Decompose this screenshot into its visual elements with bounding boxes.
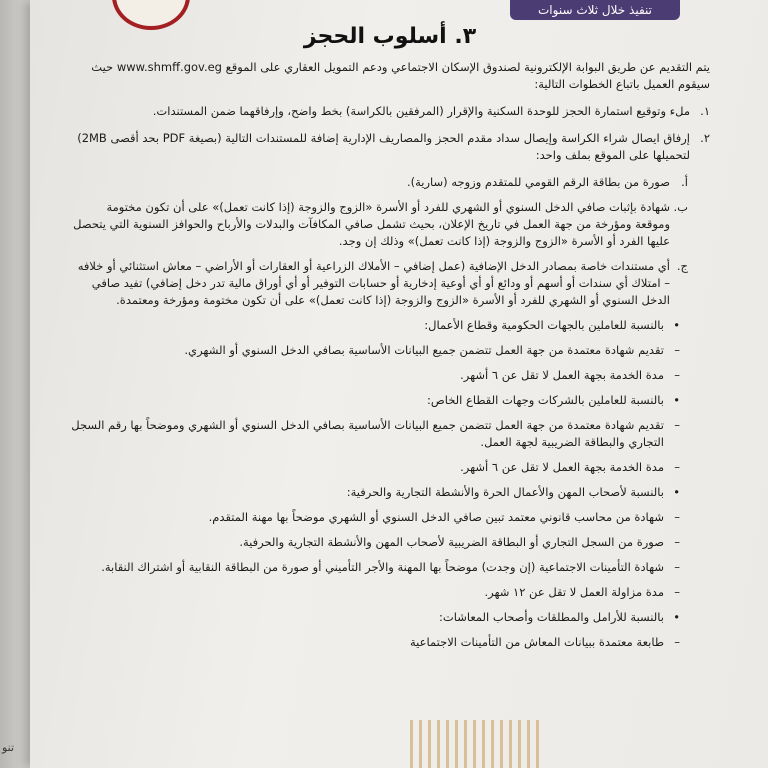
detail-text: مدة مزاولة العمل لا تقل عن ١٢ شهر.: [484, 585, 664, 599]
detail-item: [70, 509, 680, 526]
detail-text: مدة الخدمة بجهة العمل لا تقل عن ٦ أشهر.: [460, 368, 664, 382]
detail-text: شهادة من محاسب قانوني معتمد تبين صافي الدخل السنوي أو الشهري موضحاً بها مهنة المتقدم.: [208, 510, 664, 524]
dash-mark: –: [674, 510, 680, 524]
section-title: ٣. أسلوب الحجز: [303, 24, 477, 49]
header-banner: تنفيذ خلال ثلاث سنوات: [510, 0, 680, 20]
detail-item: [70, 342, 680, 359]
bullet-mark: •: [673, 485, 680, 499]
requirement-text: صورة من بطاقة الرقم القومي للمتقدم وزوجه (سارية).: [406, 175, 670, 189]
step-item: [70, 130, 710, 164]
detail-item: [70, 417, 680, 451]
document-body: [70, 24, 710, 659]
step-item: [70, 103, 710, 120]
category-text: بالنسبة للعاملين بالشركات وجهات القطاع الخاص:: [426, 393, 664, 407]
step-text: إرفاق ايصال شراء الكراسة وإيصال سداد مقدم الحجز والمصاريف الإدارية إضافة للمستندات التالية (بصيغة PDF بحد أقصى 2MB) لتحميلها على الموقع بملف واحد:: [77, 131, 690, 162]
dash-mark: –: [674, 418, 680, 432]
bullet-mark: •: [673, 610, 680, 624]
document-requirement: [70, 258, 688, 309]
document-requirement: [70, 174, 688, 191]
detail-item: [70, 459, 680, 476]
detail-item: [70, 534, 680, 551]
document-page: [30, 0, 768, 768]
detail-text: صورة من السجل التجاري أو البطاقة الضريبية لأصحاب المهن والأنشطة التجارية والحرفية.: [239, 535, 664, 549]
category-text: بالنسبة لأصحاب المهن والأعمال الحرة والأنشطة التجارية والحرفية:: [346, 485, 664, 499]
intro-text: يتم التقديم عن طريق البوابة الإلكترونية لصندوق الإسكان الاجتماعي ودعم التمويل العقاري على الموقع: [225, 60, 710, 74]
detail-item: [70, 367, 680, 384]
requirement-letter: ج.: [676, 259, 688, 273]
detail-item: [70, 584, 680, 601]
dash-mark: –: [674, 635, 680, 649]
bullet-mark: •: [673, 393, 680, 407]
category-heading: [70, 392, 680, 409]
detail-text: تقديم شهادة معتمدة من جهة العمل تتضمن جميع البيانات الأساسية بصافي الدخل السنوي أو الشهري.: [184, 343, 664, 357]
detail-text: طابعة معتمدة ببيانات المعاش من التأمينات الاجتماعية: [409, 635, 664, 649]
category-text: بالنسبة للعاملين بالجهات الحكومية وقطاع الأعمال:: [424, 318, 664, 332]
intro-tail: حيث سيقوم العميل باتباع الخطوات التالية:: [91, 60, 710, 91]
left-page-margin: [0, 0, 30, 768]
requirement-letter: ب.: [673, 200, 688, 214]
dash-mark: –: [674, 368, 680, 382]
decorative-stripes: [410, 720, 540, 768]
detail-text: مدة الخدمة بجهة العمل لا تقل عن ٦ أشهر.: [460, 460, 664, 474]
step-number: ٢.: [700, 131, 710, 145]
dash-mark: –: [674, 535, 680, 549]
dash-mark: –: [674, 585, 680, 599]
requirement-text: أي مستندات خاصة بمصادر الدخل الإضافية (عمل إضافي – الأملاك الزراعية أو العقارات أو الأراضي – معاش استثنائي أو خلافه – امتلاك أي سندات أو أسهم أو ودائع أو أي أوعية إدخارية أو حسابات التوفير أو أي أوراق مالية تدر دخل إضافي) تفيد صافي الدخل السنوي أو الشهري للفرد أو الأسرة «الزوج والزوجة (إذا كانت تعمل)» على أن تكون مختومة ومؤرخة ومعتمدة.: [77, 259, 670, 307]
detail-text: تقديم شهادة معتمدة من جهة العمل تتضمن جميع البيانات الأساسية بصافي الدخل السنوي أو الشهري وموضحاً بها رقم السجل التجاري والبطاقة الضريبية لجهة العمل.: [71, 418, 664, 449]
bullet-mark: •: [673, 318, 680, 332]
category-text: بالنسبة للأرامل والمطلقات وأصحاب المعاشات:: [439, 610, 664, 624]
requirement-text: شهادة بإثبات صافي الدخل السنوي أو الشهري للفرد أو الأسرة «الزوج والزوجة (إذا كانت تعمل)» على أن تكون مختومة وموقعة ومؤرخة من جهة العمل في تاريخ الإعلان، بحيث تشمل صافي المكافآت والبدلات والأرباح والحوافز السنوية التي يتحصل عليها الفرد أو الأسرة «الزوج والزوجة (إذا كانت تعمل)» وذلك إن وجد.: [73, 200, 670, 248]
side-text: تنو: [2, 741, 15, 754]
dash-mark: –: [674, 343, 680, 357]
intro-paragraph: [70, 59, 710, 93]
detail-item: [70, 634, 680, 651]
category-heading: [70, 317, 680, 334]
dash-mark: –: [674, 460, 680, 474]
category-heading: [70, 609, 680, 626]
step-number: ١.: [700, 104, 710, 118]
detail-text: شهادة التأمينات الاجتماعية (إن وجدت) موضحاً بها المهنة والأجر التأميني أو صورة من البطاقة النقابية أو اشتراك النقابة.: [101, 560, 664, 574]
category-heading: [70, 484, 680, 501]
logo-seal: [112, 0, 190, 30]
requirement-letter: أ.: [681, 175, 688, 189]
website-link[interactable]: www.shmff.gov.eg: [116, 60, 222, 74]
detail-item: [70, 559, 680, 576]
document-requirement: [70, 199, 688, 250]
dash-mark: –: [674, 560, 680, 574]
step-text: ملء وتوقيع استمارة الحجز للوحدة السكنية والإقرار (المرفقين بالكراسة) بخط واضح، وإرفاقهما ضمن المستندات.: [152, 104, 690, 118]
